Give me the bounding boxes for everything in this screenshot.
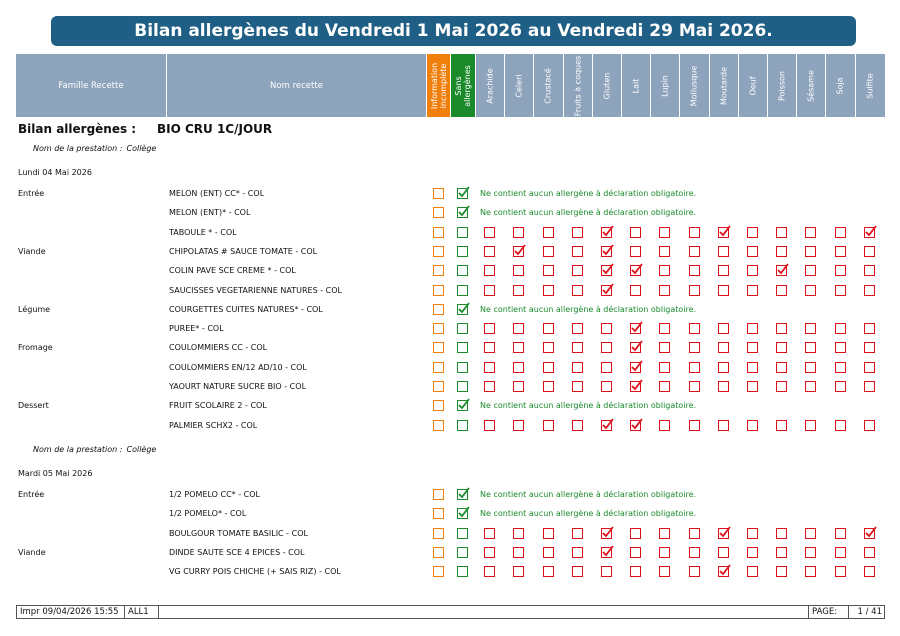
sans-allergenes-checkbox[interactable]	[457, 400, 468, 411]
allergen-checkbox-celeri[interactable]	[513, 420, 524, 431]
allergen-checkbox-gluten[interactable]	[601, 285, 612, 296]
no-allergen-message: Ne contient aucun allergène à déclaration obligatoire.	[480, 304, 697, 314]
allergen-checkbox-sulfite[interactable]	[864, 246, 875, 257]
footer-impr: Impr 09/04/2026 15:55	[17, 606, 125, 618]
allergen-checkbox-lupin[interactable]	[659, 227, 670, 238]
no-allergen-message: Ne contient aucun allergène à déclaration obligatoire.	[480, 509, 697, 519]
table-row	[0, 185, 900, 204]
allergen-checkbox-lupin[interactable]	[659, 323, 670, 334]
info-incomplete-checkbox[interactable]	[433, 362, 444, 373]
allergen-checkbox-fruits---coques[interactable]	[572, 547, 583, 558]
recette-cell: CHIPOLATAS # SAUCE TOMATE - COL	[169, 246, 318, 256]
recette-cell: VG CURRY POIS CHICHE (+ SAIS RIZ) - COL	[169, 567, 341, 577]
allergen-checkbox-moutarde[interactable]	[718, 528, 729, 539]
info-incomplete-checkbox[interactable]	[433, 304, 444, 315]
recette-cell: PUREE* - COL	[169, 324, 224, 334]
allergen-checkbox-lait[interactable]	[630, 381, 641, 392]
famille-cell: Entrée	[18, 489, 45, 499]
sans-allergenes-checkbox[interactable]	[457, 246, 468, 257]
allergen-checkbox-oeuf[interactable]	[747, 285, 758, 296]
allergen-checkbox-crustac-[interactable]	[543, 342, 554, 353]
allergen-checkbox-poisson[interactable]	[776, 566, 787, 577]
allergen-checkbox-moutarde[interactable]	[718, 420, 729, 431]
allergen-checkbox-lupin[interactable]	[659, 342, 670, 353]
table-row	[0, 397, 900, 416]
allergen-checkbox-fruits---coques[interactable]	[572, 566, 583, 577]
allergen-checkbox-moutarde[interactable]	[718, 246, 729, 257]
header-allergen-3: Fruits à coques	[563, 54, 592, 117]
recette-cell: TABOULE * - COL	[169, 227, 237, 237]
info-incomplete-checkbox[interactable]	[433, 528, 444, 539]
allergen-checkbox-arachide[interactable]	[484, 547, 495, 558]
famille-cell: Fromage	[18, 343, 53, 353]
header-allergen-7: Mollusque	[679, 54, 708, 117]
day-label: Mardi 05 Mai 2026	[18, 468, 93, 478]
allergen-checkbox-s-same[interactable]	[805, 362, 816, 373]
sans-allergenes-checkbox[interactable]	[457, 566, 468, 577]
allergen-checkbox-crustac-[interactable]	[543, 566, 554, 577]
recette-cell: FRUIT SCOLAIRE 2 - COL	[169, 401, 267, 411]
allergen-checkbox-s-same[interactable]	[805, 246, 816, 257]
allergen-checkbox-lait[interactable]	[630, 246, 641, 257]
allergen-checkbox-moutarde[interactable]	[718, 381, 729, 392]
allergen-checkbox-poisson[interactable]	[776, 362, 787, 373]
famille-cell: Légume	[18, 304, 51, 314]
allergen-checkbox-arachide[interactable]	[484, 246, 495, 257]
allergen-checkbox-lupin[interactable]	[659, 246, 670, 257]
no-allergen-message: Ne contient aucun allergène à déclaration obligatoire.	[480, 489, 697, 499]
recette-cell: PALMIER SCHX2 - COL	[169, 420, 258, 430]
allergen-checkbox-moutarde[interactable]	[718, 566, 729, 577]
allergen-checkbox-gluten[interactable]	[601, 227, 612, 238]
allergen-checkbox-oeuf[interactable]	[747, 227, 758, 238]
allergen-checkbox-sulfite[interactable]	[864, 323, 875, 334]
recette-cell: COLIN PAVE SCE CREME * - COL	[169, 266, 296, 276]
sans-allergenes-checkbox[interactable]	[457, 508, 468, 519]
allergen-checkbox-arachide[interactable]	[484, 323, 495, 334]
allergen-checkbox-soja[interactable]	[835, 227, 846, 238]
header-allergen-9: Oeuf	[738, 54, 767, 117]
allergen-checkbox-lupin[interactable]	[659, 265, 670, 276]
table-row	[0, 224, 900, 243]
allergen-checkbox-s-same[interactable]	[805, 323, 816, 334]
allergen-checkbox-mollusque[interactable]	[689, 265, 700, 276]
header-allergen-1: Celeri	[504, 54, 533, 117]
allergen-checkbox-arachide[interactable]	[484, 528, 495, 539]
allergen-checkbox-oeuf[interactable]	[747, 342, 758, 353]
allergen-checkbox-celeri[interactable]	[513, 547, 524, 558]
sans-allergenes-checkbox[interactable]	[457, 188, 468, 199]
allergen-checkbox-lupin[interactable]	[659, 420, 670, 431]
allergen-checkbox-mollusque[interactable]	[689, 420, 700, 431]
prestation-line: Nom de la prestation : Collège	[33, 444, 157, 454]
allergen-checkbox-soja[interactable]	[835, 547, 846, 558]
allergen-checkbox-fruits---coques[interactable]	[572, 285, 583, 296]
allergen-checkbox-lait[interactable]	[630, 265, 641, 276]
allergen-checkbox-gluten[interactable]	[601, 528, 612, 539]
day-label: Lundi 04 Mai 2026	[18, 168, 92, 177]
allergen-checkbox-poisson[interactable]	[776, 227, 787, 238]
header-famille: Famille Recette	[58, 80, 124, 91]
allergen-checkbox-crustac-[interactable]	[543, 547, 554, 558]
allergen-checkbox-crustac-[interactable]	[543, 246, 554, 257]
allergen-checkbox-sulfite[interactable]	[864, 265, 875, 276]
recette-cell: DINDE SAUTE SCE 4 EPICES - COL	[169, 547, 305, 557]
allergen-checkbox-lait[interactable]	[630, 528, 641, 539]
allergen-checkbox-moutarde[interactable]	[718, 547, 729, 558]
header-nom: Nom recette	[166, 54, 426, 117]
recette-cell: 1/2 POMELO CC* - COL	[169, 489, 260, 499]
allergen-checkbox-s-same[interactable]	[805, 420, 816, 431]
famille-cell: Entrée	[18, 189, 45, 198]
allergen-checkbox-crustac-[interactable]	[543, 323, 554, 334]
allergen-checkbox-oeuf[interactable]	[747, 566, 758, 577]
sans-allergenes-checkbox[interactable]	[457, 285, 468, 296]
allergen-checkbox-soja[interactable]	[835, 342, 846, 353]
sans-allergenes-checkbox[interactable]	[457, 362, 468, 373]
header-allergen-8: Moutarde	[709, 54, 738, 117]
allergen-checkbox-gluten[interactable]	[601, 246, 612, 257]
header-info-incomplete: Information incomplète	[426, 54, 450, 117]
table-row	[0, 563, 900, 582]
allergen-checkbox-gluten[interactable]	[601, 362, 612, 373]
bilan-label: Bilan allergènes :	[18, 122, 137, 136]
allergen-checkbox-celeri[interactable]	[513, 362, 524, 373]
table-row	[0, 262, 900, 281]
allergen-checkbox-sulfite[interactable]	[864, 227, 875, 238]
allergen-checkbox-fruits---coques[interactable]	[572, 227, 583, 238]
header-allergen-0: Arachide	[475, 54, 504, 117]
info-incomplete-checkbox[interactable]	[433, 489, 444, 500]
allergen-checkbox-sulfite[interactable]	[864, 285, 875, 296]
info-incomplete-checkbox[interactable]	[433, 207, 444, 218]
recette-cell: 1/2 POMELO* - COL	[169, 509, 247, 519]
recette-cell: COULOMMIERS CC - COL	[169, 343, 268, 353]
allergen-checkbox-lait[interactable]	[630, 547, 641, 558]
table-row	[0, 359, 900, 378]
recette-cell: YAOURT NATURE SUCRE BIO - COL	[169, 382, 307, 391]
allergen-checkbox-moutarde[interactable]	[718, 285, 729, 296]
footer-page-value: 1 / 41	[857, 607, 882, 617]
allergen-checkbox-s-same[interactable]	[805, 566, 816, 577]
table-row	[0, 486, 900, 505]
footer	[16, 605, 885, 619]
allergen-checkbox-soja[interactable]	[835, 528, 846, 539]
allergen-checkbox-soja[interactable]	[835, 246, 846, 257]
allergen-checkbox-gluten[interactable]	[601, 547, 612, 558]
sans-allergenes-checkbox[interactable]	[457, 227, 468, 238]
allergen-checkbox-fruits---coques[interactable]	[572, 381, 583, 392]
sans-allergenes-checkbox[interactable]	[457, 489, 468, 500]
allergen-checkbox-fruits---coques[interactable]	[572, 528, 583, 539]
allergen-checkbox-gluten[interactable]	[601, 342, 612, 353]
info-incomplete-checkbox[interactable]	[433, 342, 444, 353]
table-row	[0, 282, 900, 301]
allergen-checkbox-oeuf[interactable]	[747, 547, 758, 558]
table-row	[0, 339, 900, 358]
allergen-checkbox-lait[interactable]	[630, 227, 641, 238]
recette-cell: SAUCISSES VEGETARIENNE NATURES - COL	[169, 285, 342, 295]
footer-blank	[159, 606, 809, 618]
allergen-checkbox-celeri[interactable]	[513, 342, 524, 353]
allergen-checkbox-mollusque[interactable]	[689, 227, 700, 238]
no-allergen-message: Ne contient aucun allergène à déclaration obligatoire.	[480, 401, 697, 411]
allergen-checkbox-poisson[interactable]	[776, 342, 787, 353]
allergen-checkbox-moutarde[interactable]	[718, 323, 729, 334]
recette-cell: COULOMMIERS EN/12 AD/10 - COL	[169, 362, 307, 372]
allergen-checkbox-poisson[interactable]	[776, 547, 787, 558]
allergen-checkbox-s-same[interactable]	[805, 342, 816, 353]
allergen-checkbox-poisson[interactable]	[776, 420, 787, 431]
allergen-checkbox-crustac-[interactable]	[543, 285, 554, 296]
allergen-checkbox-fruits---coques[interactable]	[572, 323, 583, 334]
allergen-checkbox-poisson[interactable]	[776, 265, 787, 276]
allergen-checkbox-s-same[interactable]	[805, 547, 816, 558]
allergen-checkbox-sulfite[interactable]	[864, 566, 875, 577]
allergen-checkbox-oeuf[interactable]	[747, 265, 758, 276]
allergen-checkbox-fruits---coques[interactable]	[572, 420, 583, 431]
allergen-checkbox-arachide[interactable]	[484, 420, 495, 431]
allergen-checkbox-fruits---coques[interactable]	[572, 265, 583, 276]
table-row	[0, 378, 900, 397]
no-allergen-message: Ne contient aucun allergène à déclaration obligatoire.	[480, 208, 697, 218]
sans-allergenes-checkbox[interactable]	[457, 207, 468, 218]
allergen-checkbox-soja[interactable]	[835, 285, 846, 296]
allergen-checkbox-gluten[interactable]	[601, 323, 612, 334]
info-incomplete-checkbox[interactable]	[433, 547, 444, 558]
allergen-checkbox-gluten[interactable]	[601, 265, 612, 276]
allergen-checkbox-celeri[interactable]	[513, 285, 524, 296]
allergen-checkbox-arachide[interactable]	[484, 566, 495, 577]
info-incomplete-checkbox[interactable]	[433, 420, 444, 431]
allergen-checkbox-celeri[interactable]	[513, 566, 524, 577]
sans-allergenes-checkbox[interactable]	[457, 528, 468, 539]
sans-allergenes-checkbox[interactable]	[457, 547, 468, 558]
allergen-checkbox-s-same[interactable]	[805, 265, 816, 276]
allergen-checkbox-celeri[interactable]	[513, 381, 524, 392]
allergen-checkbox-soja[interactable]	[835, 265, 846, 276]
allergen-checkbox-sulfite[interactable]	[864, 381, 875, 392]
allergen-checkbox-lupin[interactable]	[659, 547, 670, 558]
info-incomplete-checkbox[interactable]	[433, 508, 444, 519]
info-incomplete-checkbox[interactable]	[433, 285, 444, 296]
allergen-checkbox-mollusque[interactable]	[689, 528, 700, 539]
allergen-checkbox-soja[interactable]	[835, 362, 846, 373]
recette-cell: BOULGOUR TOMATE BASILIC - COL	[169, 528, 308, 538]
allergen-checkbox-oeuf[interactable]	[747, 528, 758, 539]
allergen-checkbox-lupin[interactable]	[659, 528, 670, 539]
allergen-checkbox-arachide[interactable]	[484, 227, 495, 238]
famille-cell: Dessert	[18, 401, 49, 411]
footer-code: ALL1	[125, 606, 159, 618]
allergen-checkbox-mollusque[interactable]	[689, 285, 700, 296]
header-sans-allergenes: Sans allergènes	[450, 54, 475, 117]
table-row	[0, 544, 900, 563]
allergen-checkbox-poisson[interactable]	[776, 246, 787, 257]
allergen-checkbox-s-same[interactable]	[805, 528, 816, 539]
allergen-checkbox-moutarde[interactable]	[718, 227, 729, 238]
footer-page-label: PAGE:	[809, 606, 849, 618]
allergen-checkbox-lait[interactable]	[630, 285, 641, 296]
allergen-checkbox-fruits---coques[interactable]	[572, 246, 583, 257]
header-allergen-13: Sulfite	[855, 54, 884, 117]
allergen-checkbox-s-same[interactable]	[805, 227, 816, 238]
table-row	[0, 417, 900, 436]
bilan-value: BIO CRU 1C/JOUR	[157, 122, 273, 136]
allergen-checkbox-sulfite[interactable]	[864, 547, 875, 558]
allergen-checkbox-celeri[interactable]	[513, 265, 524, 276]
header-allergen-5: Lait	[621, 54, 650, 117]
allergen-checkbox-lupin[interactable]	[659, 285, 670, 296]
allergen-checkbox-sulfite[interactable]	[864, 342, 875, 353]
info-incomplete-checkbox[interactable]	[433, 246, 444, 257]
allergen-checkbox-celeri[interactable]	[513, 323, 524, 334]
allergen-checkbox-lait[interactable]	[630, 566, 641, 577]
allergen-checkbox-poisson[interactable]	[776, 528, 787, 539]
allergen-checkbox-soja[interactable]	[835, 381, 846, 392]
info-incomplete-checkbox[interactable]	[433, 400, 444, 411]
allergen-checkbox-lait[interactable]	[630, 342, 641, 353]
allergen-checkbox-gluten[interactable]	[601, 381, 612, 392]
table-header	[16, 54, 885, 117]
allergen-checkbox-mollusque[interactable]	[689, 566, 700, 577]
prestation-line: Nom de la prestation : Collège	[33, 144, 157, 153]
allergen-checkbox-gluten[interactable]	[601, 420, 612, 431]
info-incomplete-checkbox[interactable]	[433, 323, 444, 334]
sans-allergenes-checkbox[interactable]	[457, 304, 468, 315]
allergen-checkbox-moutarde[interactable]	[718, 342, 729, 353]
info-incomplete-checkbox[interactable]	[433, 227, 444, 238]
allergen-checkbox-lupin[interactable]	[659, 566, 670, 577]
allergen-checkbox-crustac-[interactable]	[543, 265, 554, 276]
allergen-checkbox-arachide[interactable]	[484, 381, 495, 392]
table-row	[0, 301, 900, 320]
allergen-checkbox-oeuf[interactable]	[747, 420, 758, 431]
allergen-checkbox-mollusque[interactable]	[689, 381, 700, 392]
allergen-checkbox-lupin[interactable]	[659, 381, 670, 392]
sans-allergenes-checkbox[interactable]	[457, 265, 468, 276]
allergen-checkbox-gluten[interactable]	[601, 566, 612, 577]
info-incomplete-checkbox[interactable]	[433, 566, 444, 577]
allergen-checkbox-celeri[interactable]	[513, 246, 524, 257]
report-title: Bilan allergènes du Vendredi 1 Mai 2026 au Vendredi 29 Mai 2026.	[51, 16, 856, 46]
header-allergen-2: Crustacé	[533, 54, 562, 117]
allergen-checkbox-poisson[interactable]	[776, 323, 787, 334]
allergen-checkbox-arachide[interactable]	[484, 265, 495, 276]
allergen-checkbox-arachide[interactable]	[484, 362, 495, 373]
header-allergen-4: Gluten	[592, 54, 621, 117]
allergen-checkbox-sulfite[interactable]	[864, 362, 875, 373]
sans-allergenes-checkbox[interactable]	[457, 420, 468, 431]
allergen-checkbox-arachide[interactable]	[484, 285, 495, 296]
allergen-checkbox-lait[interactable]	[630, 323, 641, 334]
allergen-checkbox-mollusque[interactable]	[689, 547, 700, 558]
allergen-checkbox-oeuf[interactable]	[747, 362, 758, 373]
recette-cell: MELON (ENT) CC* - COL	[169, 189, 265, 198]
allergen-checkbox-moutarde[interactable]	[718, 265, 729, 276]
header-allergen-10: Poisson	[767, 54, 796, 117]
allergen-checkbox-lait[interactable]	[630, 420, 641, 431]
allergen-checkbox-poisson[interactable]	[776, 285, 787, 296]
allergen-checkbox-moutarde[interactable]	[718, 362, 729, 373]
table-row	[0, 505, 900, 524]
allergen-checkbox-mollusque[interactable]	[689, 323, 700, 334]
sans-allergenes-checkbox[interactable]	[457, 342, 468, 353]
allergen-checkbox-s-same[interactable]	[805, 285, 816, 296]
no-allergen-message: Ne contient aucun allergène à déclaration obligatoire.	[480, 189, 697, 198]
allergen-checkbox-soja[interactable]	[835, 323, 846, 334]
allergen-checkbox-poisson[interactable]	[776, 381, 787, 392]
allergen-checkbox-sulfite[interactable]	[864, 528, 875, 539]
allergen-checkbox-mollusque[interactable]	[689, 362, 700, 373]
table-row	[0, 204, 900, 223]
table-row	[0, 243, 900, 262]
allergen-checkbox-celeri[interactable]	[513, 227, 524, 238]
allergen-checkbox-mollusque[interactable]	[689, 342, 700, 353]
allergen-checkbox-fruits---coques[interactable]	[572, 342, 583, 353]
header-allergen-12: Soja	[825, 54, 854, 117]
allergen-checkbox-s-same[interactable]	[805, 381, 816, 392]
allergen-checkbox-oeuf[interactable]	[747, 323, 758, 334]
allergen-checkbox-fruits---coques[interactable]	[572, 362, 583, 373]
famille-cell: Viande	[18, 547, 46, 557]
info-incomplete-checkbox[interactable]	[433, 381, 444, 392]
allergen-checkbox-lait[interactable]	[630, 362, 641, 373]
allergen-checkbox-crustac-[interactable]	[543, 420, 554, 431]
sans-allergenes-checkbox[interactable]	[457, 381, 468, 392]
allergen-checkbox-mollusque[interactable]	[689, 246, 700, 257]
allergen-checkbox-celeri[interactable]	[513, 528, 524, 539]
recette-cell: COURGETTES CUITES NATURES* - COL	[169, 304, 323, 314]
sans-allergenes-checkbox[interactable]	[457, 323, 468, 334]
allergen-checkbox-soja[interactable]	[835, 566, 846, 577]
header-allergen-6: Lupin	[650, 54, 679, 117]
info-incomplete-checkbox[interactable]	[433, 188, 444, 199]
allergen-checkbox-crustac-[interactable]	[543, 227, 554, 238]
info-incomplete-checkbox[interactable]	[433, 265, 444, 276]
header-allergen-11: Sésame	[796, 54, 825, 117]
allergen-checkbox-sulfite[interactable]	[864, 420, 875, 431]
table-row	[0, 525, 900, 544]
allergen-checkbox-oeuf[interactable]	[747, 246, 758, 257]
recette-cell: MELON (ENT)* - COL	[169, 208, 251, 218]
allergen-checkbox-crustac-[interactable]	[543, 362, 554, 373]
allergen-checkbox-soja[interactable]	[835, 420, 846, 431]
table-row	[0, 320, 900, 339]
famille-cell: Viande	[18, 246, 46, 256]
allergen-checkbox-crustac-[interactable]	[543, 528, 554, 539]
allergen-checkbox-oeuf[interactable]	[747, 381, 758, 392]
allergen-checkbox-crustac-[interactable]	[543, 381, 554, 392]
allergen-checkbox-lupin[interactable]	[659, 362, 670, 373]
allergen-checkbox-arachide[interactable]	[484, 342, 495, 353]
